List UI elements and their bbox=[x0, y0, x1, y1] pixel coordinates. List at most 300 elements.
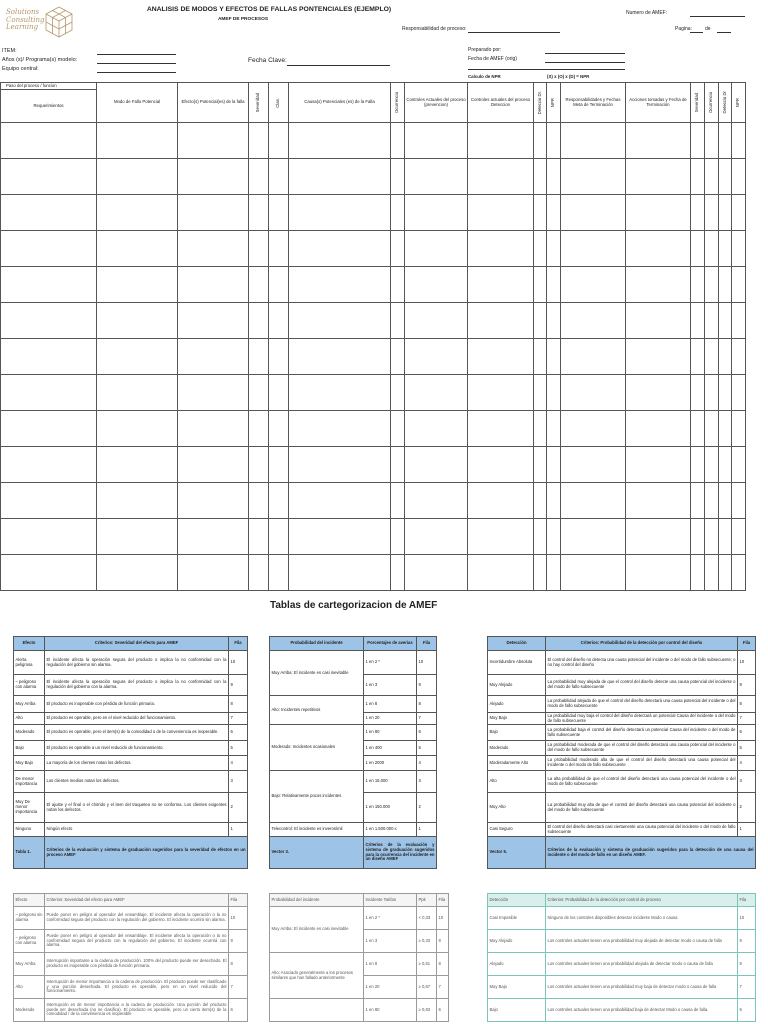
col-npr-label: NPR bbox=[550, 97, 556, 108]
efecto-cell: Muy Bajo bbox=[14, 756, 45, 771]
tarifa-cell: 1 en 80 bbox=[364, 999, 417, 1022]
table-row bbox=[14, 953, 248, 976]
deteccion-cell: Casi Seguro bbox=[488, 823, 546, 837]
fila-cell: 4 bbox=[738, 756, 756, 771]
header-fila: Fila bbox=[738, 894, 756, 907]
amef-cell bbox=[1, 231, 97, 267]
amef-cell bbox=[719, 375, 732, 411]
amef-cell bbox=[719, 195, 732, 231]
efecto-cell: De menor importancia bbox=[14, 771, 45, 793]
amef-cell bbox=[547, 519, 561, 555]
fila-cell: 6 bbox=[417, 725, 437, 741]
criterio-cell: La probabilidad muy baja el control del diseño detectará un potencial Causa del incidente o del modo de fallo subsecuente bbox=[547, 712, 736, 723]
deteccion-cell: Muy Alejado bbox=[488, 675, 546, 696]
fila-cell: 8 bbox=[738, 696, 756, 713]
table-row bbox=[488, 793, 756, 823]
amef-cell bbox=[269, 519, 289, 555]
amef-cell bbox=[547, 303, 561, 339]
efecto-cell: Alto bbox=[14, 976, 45, 999]
fila-cell: 6 bbox=[738, 999, 756, 1022]
amef-cell bbox=[626, 159, 691, 195]
efecto-cell: Moderado bbox=[14, 999, 45, 1022]
fila-cell: 10 bbox=[229, 907, 248, 930]
criterio-cell: La probabilidad alejada de que el control del diseño detectará una causa potencial del incidente o del modo de fallo subsecuente bbox=[546, 696, 738, 713]
amef-cell bbox=[732, 375, 746, 411]
amef-cell bbox=[269, 339, 289, 375]
severity-table-body bbox=[14, 637, 248, 837]
occurrence-table bbox=[269, 636, 437, 869]
amef-cell bbox=[626, 303, 691, 339]
amef-cell bbox=[1, 447, 97, 483]
table-row bbox=[14, 823, 248, 837]
amef-cell bbox=[249, 447, 269, 483]
deteccion-cell: Alto bbox=[488, 771, 546, 793]
fila-cell: 1 bbox=[738, 823, 756, 837]
probability-level: Alto: Incidentes repetitivos bbox=[270, 696, 364, 725]
col-clas bbox=[269, 83, 289, 123]
table-row bbox=[270, 771, 437, 793]
amef-row bbox=[1, 195, 746, 231]
amef-cell bbox=[249, 555, 269, 591]
amef-cell bbox=[626, 339, 691, 375]
footer-label: Vector 5. bbox=[488, 837, 546, 869]
table-row bbox=[488, 823, 756, 837]
table-row bbox=[14, 771, 248, 793]
equipo-central-label: Equipo central: bbox=[2, 66, 39, 72]
amef-cell bbox=[97, 303, 178, 339]
col-npr-final bbox=[732, 83, 746, 123]
header-probabilidad: Probabilidad del incidente bbox=[270, 637, 364, 651]
amef-cell bbox=[547, 447, 561, 483]
footer-text: Criterios de la evaluación y sistema de graduación sugeridos para la detección de una causa del incidente o del modo de fallo en un diseño AMEF. bbox=[546, 837, 756, 869]
amef-cell bbox=[626, 195, 691, 231]
table-header-row bbox=[14, 637, 248, 651]
criterio-cell: El incidente afecta la operación segura del producto o implica la no conformidad con la regulación del gobierno con la alarma. bbox=[45, 675, 229, 696]
col-responsabilidades: Responsabilidades y Fechas Meta de Terminación bbox=[561, 83, 626, 123]
amef-cell bbox=[547, 555, 561, 591]
fila-cell: 6 bbox=[229, 725, 248, 741]
amef-cell bbox=[719, 447, 732, 483]
amef-cell bbox=[178, 375, 249, 411]
amef-cell bbox=[391, 447, 405, 483]
amef-cell bbox=[468, 339, 534, 375]
amef-cell bbox=[732, 303, 746, 339]
amef-cell bbox=[705, 231, 719, 267]
amef-cell bbox=[1, 483, 97, 519]
preparado-label: Preparado por: bbox=[468, 47, 502, 53]
criterio-cell: Los controles actuales tienen una probabilidad muy alejada de detectar modo o causa de falla bbox=[546, 930, 738, 953]
header-criterio: Criterios: Probabilidad de la detección por control del diseño bbox=[546, 637, 738, 651]
criterio-cell: El producto es operable, pero en el nivel reducido del funcionamiento. bbox=[45, 713, 229, 725]
amef-cell bbox=[732, 339, 746, 375]
efecto-cell: Muy De menor importancia bbox=[14, 793, 45, 823]
company-logo bbox=[4, 3, 76, 45]
probability-level: Muy Arriba: El incidente es casi inevitable bbox=[270, 907, 364, 953]
amef-cell bbox=[561, 519, 626, 555]
detection-table-body bbox=[488, 637, 756, 837]
amef-cell bbox=[691, 555, 705, 591]
col-controles-deteccion: Controles actuales del proceso Deteccion bbox=[468, 83, 534, 123]
amef-cell bbox=[719, 339, 732, 375]
col-controles-prevencion: Controles Actuales del proceso (prevencion) bbox=[405, 83, 468, 123]
pagina-label: Pagina: bbox=[675, 26, 692, 32]
table-header-row bbox=[270, 894, 449, 907]
criterio-cell: La probabilidad baja el control del diseño detectará un potencial Causa del incidente o del modo de fallo subsecuente bbox=[546, 725, 738, 741]
col-severidad-label: Severidad bbox=[255, 92, 261, 113]
amef-cell bbox=[732, 195, 746, 231]
criterio-cell: Ninguno de los controles disponibles detectar incidente Modo o causa bbox=[546, 907, 738, 930]
amef-cell bbox=[732, 483, 746, 519]
table-row bbox=[488, 696, 756, 713]
amef-row bbox=[1, 267, 746, 303]
col-clas-label: Clas. bbox=[275, 97, 281, 108]
efecto-cell: Alerta peligrosa bbox=[14, 651, 45, 675]
col-ocurrencia-final bbox=[705, 83, 719, 123]
amef-cell bbox=[468, 123, 534, 159]
amef-cell bbox=[391, 231, 405, 267]
deteccion-cell: Muy Alto bbox=[488, 793, 546, 823]
amef-cell bbox=[732, 519, 746, 555]
criterio-cell: El control del diseño detectará casi ciertamente una causa potencial del incidente o del modo de fallo subsecuente bbox=[546, 823, 738, 837]
table-row bbox=[488, 756, 756, 771]
amef-cell bbox=[732, 555, 746, 591]
amef-cell bbox=[626, 123, 691, 159]
fila-cell: 7 bbox=[229, 713, 248, 725]
col-causas: Causa(s) Potenciales (es) de la Falla bbox=[289, 83, 391, 123]
col-requerimientos: Requerimientos bbox=[1, 90, 97, 123]
footer-text: Criterios de la evaluación y sistema de graduación sugeridos para la severidad de efectos en un proceso AMEF bbox=[45, 837, 248, 869]
deteccion-cell: Muy Alejado bbox=[488, 930, 546, 953]
criterio-cell: La probabilidad moderada de que el control del diseño detectará una causa potencial del incidente o del modo de fallo subsecuente bbox=[546, 741, 738, 756]
header-criterio: Criterios: Severidad del efecto para AMEF bbox=[45, 894, 229, 907]
amef-cell bbox=[561, 447, 626, 483]
amef-cell bbox=[691, 267, 705, 303]
amef-cell bbox=[289, 267, 391, 303]
amef-cell bbox=[561, 231, 626, 267]
fila-cell: 6 bbox=[229, 999, 248, 1022]
amef-cell bbox=[249, 267, 269, 303]
occurrence-table-body bbox=[270, 637, 437, 837]
amef-cell bbox=[691, 519, 705, 555]
probability-level: Moderado: Incidentes ocasionales bbox=[270, 725, 364, 771]
amef-cell bbox=[97, 339, 178, 375]
amef-cell bbox=[547, 159, 561, 195]
amef-cell bbox=[405, 339, 468, 375]
amef-cell bbox=[705, 447, 719, 483]
criterio-cell: Los controles actuales tienen una probabilidad muy baja de detectar modo o causa de falla bbox=[546, 976, 738, 999]
amef-row bbox=[1, 303, 746, 339]
anos-programa-field bbox=[97, 63, 176, 64]
fila-cell: 9 bbox=[229, 930, 248, 953]
amef-cell bbox=[269, 159, 289, 195]
table-footer-row bbox=[270, 837, 437, 869]
amef-row bbox=[1, 123, 746, 159]
process-occurrence-table bbox=[269, 893, 449, 1022]
header-efecto: Efecto bbox=[14, 894, 45, 907]
amef-cell bbox=[391, 123, 405, 159]
col-severidad-final-label: Severidad bbox=[694, 92, 700, 113]
npr-formula: (S) x (O) x (D) = NPR bbox=[547, 74, 590, 79]
amef-cell bbox=[468, 375, 534, 411]
amef-table bbox=[0, 82, 746, 591]
amef-cell bbox=[1, 195, 97, 231]
fecha-amef-field bbox=[545, 62, 625, 63]
fila-cell: 5 bbox=[738, 741, 756, 756]
amef-cell bbox=[289, 483, 391, 519]
col-deteccion-label: Deteccio Dr. bbox=[536, 90, 542, 115]
amef-cell bbox=[97, 195, 178, 231]
table-row bbox=[270, 696, 437, 713]
fila-cell: 7 bbox=[437, 976, 449, 999]
criterio-cell: El control del diseño no detecta una causa potencial del incidente o del modo de fallo subsecuente; o no hay control del diseño bbox=[546, 651, 738, 675]
criterio-cell: Los clientes medios notan los defectos. bbox=[45, 771, 229, 793]
process-severity-table bbox=[13, 893, 248, 1022]
col-severidad-final bbox=[691, 83, 705, 123]
header-deteccion: Detección bbox=[488, 637, 546, 651]
amef-cell bbox=[534, 231, 547, 267]
fila-cell: 2 bbox=[417, 793, 437, 823]
efecto-cell: – peligroso sin alarma bbox=[14, 907, 45, 930]
amef-cell bbox=[705, 159, 719, 195]
footer-label: Tabla 1. bbox=[14, 837, 45, 869]
efecto-cell: – peligroso con alarma bbox=[14, 675, 45, 696]
amef-cell bbox=[561, 375, 626, 411]
amef-cell bbox=[547, 411, 561, 447]
deteccion-cell: Alejado bbox=[488, 953, 546, 976]
table-row bbox=[14, 741, 248, 756]
fila-cell: 9 bbox=[229, 675, 248, 696]
tarifa-cell: 1 en 8 bbox=[364, 953, 417, 976]
amef-cell bbox=[719, 303, 732, 339]
amef-cell bbox=[561, 123, 626, 159]
table-row bbox=[270, 999, 449, 1022]
amef-cell bbox=[178, 267, 249, 303]
severity-table bbox=[13, 636, 248, 869]
amef-cell bbox=[547, 231, 561, 267]
efecto-cell: Bajo bbox=[14, 741, 45, 756]
amef-cell bbox=[534, 303, 547, 339]
amef-row bbox=[1, 339, 746, 375]
porcentaje-cell: 1 en 8 bbox=[364, 696, 417, 713]
criterio-cell: Ningún efecto bbox=[45, 823, 229, 837]
criterio-cell: El producto es inoperable con pérdida de función primaria. bbox=[45, 696, 229, 713]
deteccion-cell: Moderadamente Alto bbox=[488, 756, 546, 771]
probability-level bbox=[270, 999, 364, 1022]
table-row bbox=[14, 675, 248, 696]
amef-cell bbox=[705, 483, 719, 519]
table-footer-row bbox=[488, 837, 756, 869]
efecto-cell: Moderado bbox=[14, 725, 45, 741]
header-fila: Fila bbox=[417, 637, 437, 651]
porcentaje-cell: 1 en 15.000 bbox=[364, 771, 417, 793]
amef-cell bbox=[391, 555, 405, 591]
amef-cell bbox=[249, 303, 269, 339]
col-npr bbox=[547, 83, 561, 123]
equipo-central-field bbox=[97, 72, 176, 73]
amef-cell bbox=[705, 375, 719, 411]
table-row bbox=[488, 907, 756, 930]
amef-cell bbox=[719, 519, 732, 555]
col-deteccion-final bbox=[719, 83, 732, 123]
ppk-cell: ≥ 0,67 bbox=[417, 976, 437, 999]
amef-cell bbox=[534, 411, 547, 447]
fila-cell: 5 bbox=[417, 741, 437, 756]
amef-cell bbox=[547, 195, 561, 231]
amef-cell bbox=[626, 447, 691, 483]
fila-cell: 9 bbox=[738, 675, 756, 696]
anos-programa-label: Años (s)/ Programa(s) modelo: bbox=[2, 57, 78, 63]
amef-cell bbox=[691, 447, 705, 483]
col-npr-final-label: NPR bbox=[735, 97, 741, 108]
amef-cell bbox=[534, 195, 547, 231]
col-ocurrencia bbox=[391, 83, 405, 123]
amef-cell bbox=[468, 159, 534, 195]
amef-body bbox=[1, 123, 746, 591]
amef-cell bbox=[1, 555, 97, 591]
col-deteccion-final-label: Deteccio Dr bbox=[721, 91, 727, 114]
amef-cell bbox=[691, 123, 705, 159]
amef-cell bbox=[719, 231, 732, 267]
deteccion-cell: Incertidumbre Absoluta bbox=[488, 651, 546, 675]
amef-cell bbox=[547, 375, 561, 411]
amef-cell bbox=[547, 483, 561, 519]
amef-row bbox=[1, 447, 746, 483]
amef-cell bbox=[468, 231, 534, 267]
efecto-cell: Muy Arriba bbox=[14, 696, 45, 713]
fecha-clave-field bbox=[287, 65, 390, 66]
porcentaje-cell: 1 en 2000 bbox=[364, 756, 417, 771]
amef-cell bbox=[561, 195, 626, 231]
fila-cell: 10 bbox=[738, 907, 756, 930]
detection-table bbox=[487, 636, 756, 869]
amef-cell bbox=[534, 483, 547, 519]
amef-cell bbox=[405, 123, 468, 159]
amef-cell bbox=[178, 123, 249, 159]
table-row bbox=[14, 713, 248, 725]
deteccion-cell: Alejado bbox=[488, 696, 546, 713]
amef-cell bbox=[468, 303, 534, 339]
amef-cell bbox=[732, 411, 746, 447]
fila-cell: 10 bbox=[417, 651, 437, 675]
amef-cell bbox=[97, 159, 178, 195]
efecto-cell: Alto bbox=[14, 713, 45, 725]
criterio-cell: La mayoría de los clientes notan los defectos. bbox=[45, 756, 229, 771]
amef-row bbox=[1, 375, 746, 411]
blank-field bbox=[468, 69, 625, 70]
amef-cell bbox=[269, 447, 289, 483]
table-row bbox=[14, 696, 248, 713]
efecto-cell: – peligroso con alarma bbox=[14, 930, 45, 953]
amef-cell bbox=[289, 123, 391, 159]
de-label: de bbox=[705, 26, 711, 32]
amef-cell bbox=[468, 411, 534, 447]
amef-cell bbox=[1, 123, 97, 159]
amef-cell bbox=[178, 555, 249, 591]
amef-cell bbox=[405, 303, 468, 339]
amef-cell bbox=[178, 303, 249, 339]
amef-cell bbox=[547, 339, 561, 375]
amef-cell bbox=[97, 555, 178, 591]
criterio-cell: La probabilidad muy alejada de que el control del diseño detecte una causa potencial del incidente o del modo de fallo subsecuente bbox=[546, 675, 738, 696]
amef-cell bbox=[534, 519, 547, 555]
table-row bbox=[270, 953, 449, 976]
amef-cell bbox=[249, 123, 269, 159]
probability-level: Alto: Asociado generalmente a los procesos similares que han fallado anteriormente bbox=[270, 953, 364, 999]
amef-cell bbox=[561, 159, 626, 195]
amef-cell bbox=[561, 555, 626, 591]
process-occurrence-body bbox=[270, 894, 449, 1022]
document-title: ANALISIS DE MODOS Y EFECTOS DE FALLAS PONTENCIALES (EJEMPLO) bbox=[146, 6, 392, 13]
amef-cell bbox=[561, 339, 626, 375]
amef-cell bbox=[405, 231, 468, 267]
amef-cell bbox=[289, 411, 391, 447]
amef-cell bbox=[178, 159, 249, 195]
amef-cell bbox=[547, 267, 561, 303]
table-row bbox=[14, 756, 248, 771]
amef-cell bbox=[391, 159, 405, 195]
amef-cell bbox=[626, 231, 691, 267]
header-fila: Fila bbox=[738, 637, 756, 651]
deteccion-cell: Moderado bbox=[488, 741, 546, 756]
amef-cell bbox=[405, 159, 468, 195]
pagina-field bbox=[690, 32, 703, 33]
amef-cell bbox=[719, 411, 732, 447]
amef-cell bbox=[178, 447, 249, 483]
header-fila: Fila bbox=[229, 637, 248, 651]
fila-cell: 1 bbox=[229, 823, 248, 837]
amef-cell bbox=[405, 411, 468, 447]
amef-cell bbox=[249, 483, 269, 519]
fila-cell: 7 bbox=[738, 976, 756, 999]
amef-cell bbox=[719, 483, 732, 519]
amef-row bbox=[1, 483, 746, 519]
amef-cell bbox=[626, 483, 691, 519]
amef-cell bbox=[391, 303, 405, 339]
amef-cell bbox=[289, 159, 391, 195]
amef-cell bbox=[249, 159, 269, 195]
amef-cell bbox=[405, 375, 468, 411]
col-severidad bbox=[249, 83, 269, 123]
porcentaje-cell: 1 en 1.500.000 ≤ bbox=[364, 823, 417, 837]
amef-cell bbox=[691, 411, 705, 447]
amef-cell bbox=[289, 447, 391, 483]
amef-cell bbox=[289, 555, 391, 591]
ppk-cell: ≥ 0,33 bbox=[417, 930, 437, 953]
col-deteccion bbox=[534, 83, 547, 123]
process-detection-body bbox=[488, 894, 756, 1022]
logo-line: Consulting bbox=[6, 15, 45, 24]
table-row bbox=[488, 725, 756, 741]
criterio-cell: La probabilidad muy alta de que el control del diseño detectará una causa potencial del incidente o del modo de fallo subsecuente bbox=[546, 793, 738, 823]
efecto-cell: Muy Arriba bbox=[14, 953, 45, 976]
porcentaje-cell: 1 en 20 bbox=[364, 713, 417, 725]
amef-cell bbox=[547, 123, 561, 159]
criterio-cell: Los controles actuales tienen una probabilidad baja de detectar Modo o causa de falla. bbox=[546, 999, 738, 1022]
amef-cell bbox=[719, 123, 732, 159]
amef-cell bbox=[1, 339, 97, 375]
amef-cell bbox=[249, 375, 269, 411]
fila-cell: 8 bbox=[738, 953, 756, 976]
amef-cell bbox=[178, 231, 249, 267]
table-row bbox=[14, 651, 248, 675]
item-label: ITEM: bbox=[2, 48, 17, 54]
amef-cell bbox=[534, 339, 547, 375]
amef-cell bbox=[178, 195, 249, 231]
amef-cell bbox=[534, 267, 547, 303]
fila-cell: 7 bbox=[417, 713, 437, 725]
amef-cell bbox=[561, 267, 626, 303]
fila-cell: 8 bbox=[229, 953, 248, 976]
